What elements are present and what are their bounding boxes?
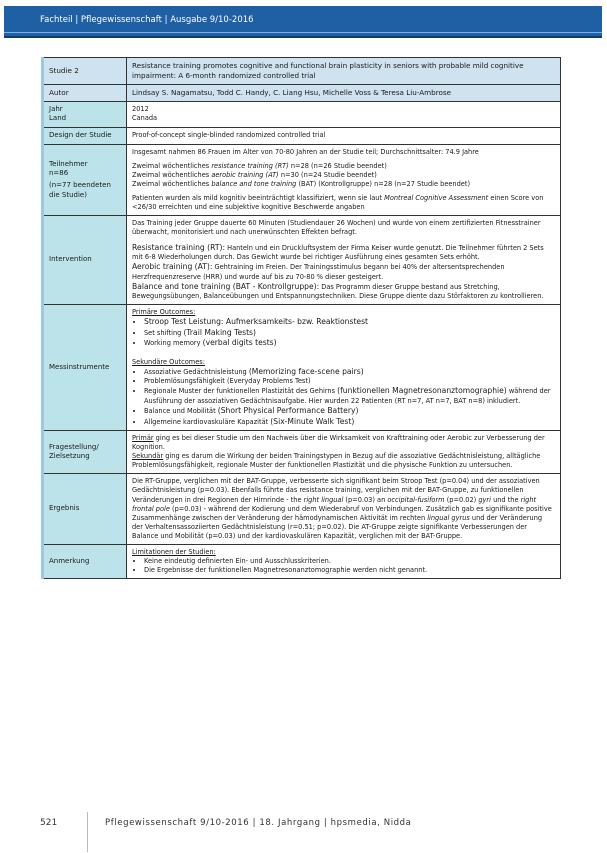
remarks-value xyxy=(127,545,561,579)
row-design xyxy=(43,128,561,145)
secondary-outcomes-heading: Sekundäre Outcomes: xyxy=(132,357,205,366)
header-divider xyxy=(4,32,602,33)
row-intervention xyxy=(43,216,561,305)
footer-text: Pflegewissenschaft 9/10-2016 | 18. Jahrgang | hpsmedia, Nidda xyxy=(105,818,412,828)
row-year-country xyxy=(43,101,561,127)
participants-intro: Insgesamt nahmen 86 Frauen im Alter von 70-80 Jahren an der Studie teil; Durchschnittsalter: 74.9 Jahre xyxy=(132,147,479,156)
remarks-label: Anmerkung xyxy=(43,545,127,579)
participants-label-title: Teilnehmer xyxy=(49,159,88,168)
intervention-bat: Balance and tone training (BAT - Kontrollgruppe): Das Programm dieser Gruppe bestand aus Stretching, Bewegungsübungen, Balanceübungen und Entspannungstechniken. Diese Gruppe diente dazu Störfaktoren zu kontrollieren. xyxy=(132,281,544,301)
author-label: Autor xyxy=(43,84,127,101)
question-label: Fragestellung/ Zielsetzung xyxy=(43,430,127,473)
results-label: Ergebnis xyxy=(43,474,127,545)
secondary-outcomes-list xyxy=(132,367,555,427)
running-header xyxy=(4,6,602,38)
intervention-value xyxy=(127,216,561,305)
list-item: • Stroop Test Leistung: Aufmerksamkeits- bzw. Reaktionstest xyxy=(144,317,555,327)
primary-outcomes-list xyxy=(132,317,555,348)
design-label: Design der Studie xyxy=(43,128,127,145)
instruments-label: Messinstrumente xyxy=(43,305,127,431)
intervention-label: Intervention xyxy=(43,216,127,305)
primary-outcomes-heading: Primäre Outcomes: xyxy=(132,308,196,317)
limitations-list xyxy=(132,557,555,575)
participants-value xyxy=(127,144,561,216)
list-item: • Regionale Muster der funktionellen Plastizität des Gehirns (funktionellen Magnetresonanztomographie) während der Ausführung der assoziativen Gedächtnisaufgabe. Hier wurden 22 Patienten (RT n=7, AT n=7, BAT n=8) inkludiert. xyxy=(144,386,555,406)
study-table xyxy=(41,57,561,579)
page-number: 521 xyxy=(40,818,58,828)
instruments-value xyxy=(127,305,561,431)
results-value: Die RT-Gruppe, verglichen mit der BAT-Gruppe, verbesserte sich signifikant beim Stroop Test (p=0.04) und der assoziativen Gedächtnisleistung (p=0.03). Ebenfalls führte das resistance training, verglichen mit der BAT-Gruppe, zu funktionellen Veränderungen in drei Regionen der Hirnrinde - the right lingual (p=0.03) an occipital-fusiform (p=0.02) gyri und the right frontal pole (p=0.03) - während der Kodierung und dem Wiederabruf von Verbindungen. Zusätzlich gab es signifikante positive Zusammenhänge zwischen der Veränderung der hämodynamischen Aktivität im rechten lingual gyrus und der Veränderung der Verhaltensassoziierten Gedächtnisleistung (r=0.51; p=0.02). Die AT-Gruppe zeigte signifikante Verbesserungen der Balance und Mobilität (p=0.03) und der kardiovaskulären Kapazität, verglichen mit der BAT-Gruppe. xyxy=(127,474,561,545)
participants-label-completed: (n=77 beendeten die Studie) xyxy=(49,181,111,199)
participants-label xyxy=(43,144,127,216)
list-item: • Die Ergebnisse der funktionellen Magnetresonanztomographie werden nicht genannt. xyxy=(144,566,555,575)
year-value: 2012 xyxy=(132,104,149,113)
participants-groups: Zweimal wöchentliches resistance training (RT) n=28 (n=26 Studie beendet) Zweimal wöchentliches aerobic training (AT) n=30 (n=24 Studie beendet) Zweimal wöchentliches balance and tone training (BAT) (Kontrollgruppe) n=28 (n=27 Studie beendet) xyxy=(132,161,471,189)
row-instruments xyxy=(43,305,561,431)
author-value: Lindsay S. Nagamatsu, Todd C. Handy, C. Liang Hsu, Michelle Voss & Teresa Liu-Ambrose xyxy=(127,84,561,101)
row-question xyxy=(43,430,561,473)
year-label: Jahr xyxy=(49,104,63,113)
row-study xyxy=(43,58,561,85)
country-value: Canada xyxy=(132,113,158,122)
row-results xyxy=(43,474,561,545)
list-item: • Set shifting (Trail Making Tests) xyxy=(144,328,555,338)
intervention-at: Aerobic training (AT): Gehtraining im Freien. Der Trainingsstimulus begann bei 40% der altersentsprechenden Herzfrequenzreserve (HRR) und wurde auf bis zu 70-80 % dieser gesteigert. xyxy=(132,262,505,281)
list-item: • Working memory (verbal digits tests) xyxy=(144,338,555,348)
list-item: • Balance und Mobilität (Short Physical Performance Battery) xyxy=(144,406,555,416)
list-item: • Assoziative Gedächtnisleistung (Memorizing face-scene pairs) xyxy=(144,367,555,377)
participants-label-n: n=86 xyxy=(49,169,69,178)
row-participants xyxy=(43,144,561,216)
study-title: Resistance training promotes cognitive and functional brain plasticity in seniors with probable mild cognitive impairment: A 6-month randomized controlled trial xyxy=(127,58,561,85)
study-label: Studie 2 xyxy=(43,58,127,85)
year-country-value xyxy=(127,101,561,127)
participants-note: Patienten wurden als mild kognitiv beeinträchtigt klassifiziert, wenn sie laut Montreal Cognitive Assessment einen Score von <26/30 erreichten und eine subjektive kognitive Beschwerde angaben xyxy=(132,194,544,212)
list-item: • Keine eindeutig definierten Ein- und Ausschlusskriterien. xyxy=(144,557,555,566)
list-item: • Problemlösungsfähigkeit (Everyday Problems Test) xyxy=(144,377,555,386)
list-item: • Allgemeine kardiovaskuläre Kapazität (Six-Minute Walk Test) xyxy=(144,417,555,427)
country-label: Land xyxy=(49,114,67,123)
intervention-rt: Resistance training (RT): Hanteln und ein Druckluftsystem der Firma Keiser wurde genutzt. Die Teilnehmer führten 2 Sets mit 6-8 Wiederholungen durch. Das Gewicht wurde bei richtiger Ausführung eines gesamten Sets erhöht. xyxy=(132,242,544,261)
question-value: Primär ging es bei dieser Studie um den Nachweis über die Wirksamkeit von Krafttraining oder Aerobic zur Verbesserung der Kognition. Sekundär ging es darum die Wirkung der beiden Trainingstypen in Bezug auf die assoziative Gedächtnisleistung, alltägliche Problemlösungsfähigkeit, regionale Muster der funktionellen Plastizität und die physische Funktion zu untersuchen. xyxy=(127,430,561,473)
header-text: Fachteil | Pflegewissenschaft | Ausgabe 9/10-2016 xyxy=(40,15,254,25)
intervention-intro: Das Training jeder Gruppe dauerte 60 Minuten (Studiendauer 26 Wochen) und wurde von einem zertifizierten Fitnesstrainer überwacht, monitorisiert und nach unerwünschten Effekten befragt. xyxy=(132,219,541,237)
row-remarks xyxy=(43,545,561,579)
year-country-label xyxy=(43,101,127,127)
footer-divider xyxy=(87,812,88,852)
design-value: Proof-of-concept single-blinded randomized controlled trial xyxy=(127,128,561,145)
limitations-heading: Limitationen der Studien: xyxy=(132,548,216,556)
row-author xyxy=(43,84,561,101)
